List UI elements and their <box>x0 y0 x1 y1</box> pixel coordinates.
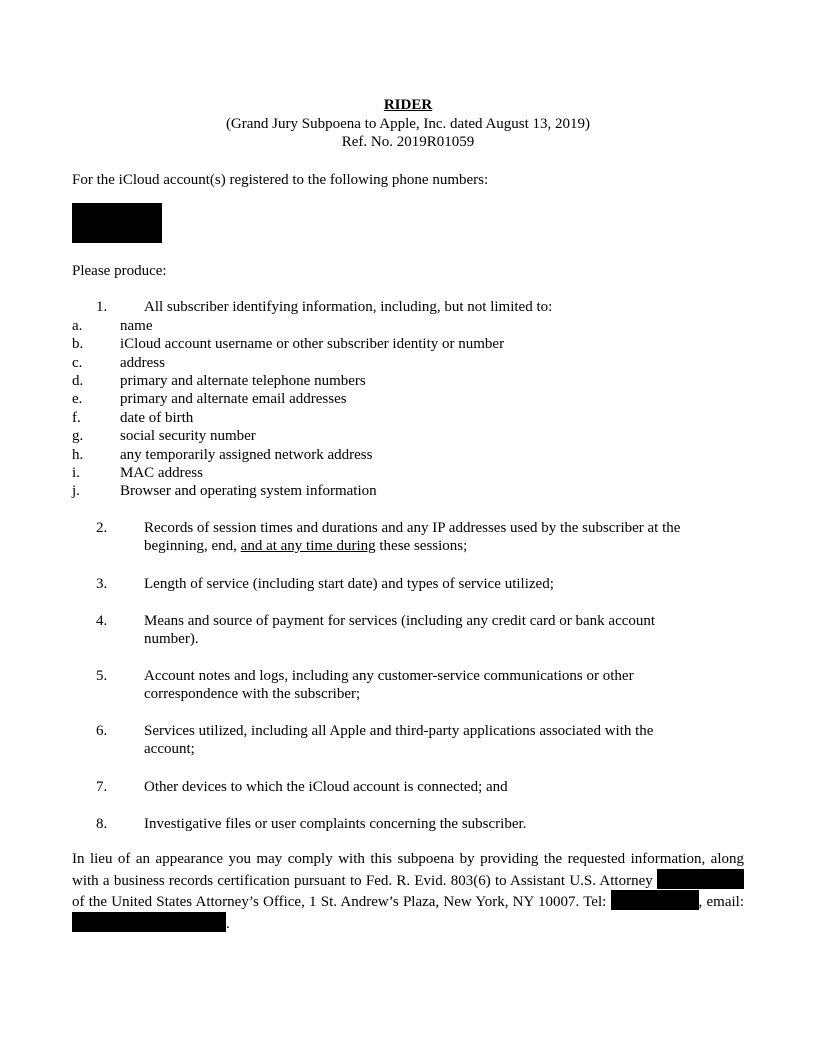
sub-item-text: name <box>120 318 153 334</box>
item-number: 2. <box>96 520 108 536</box>
item-text: Account notes and logs, including any customer-service communications or other correspondence with the subscriber; <box>144 668 634 702</box>
item-text: Other devices to which the iCloud account is connected; and <box>144 779 508 795</box>
sub-item-text: MAC address <box>120 465 203 481</box>
closing-text-4: . <box>226 915 230 932</box>
sub-item-letter: e. <box>72 391 83 407</box>
reference-number: Ref. No. 2019R01059 <box>341 134 475 150</box>
redacted-telephone <box>611 890 699 910</box>
sub-item-text: Browser and operating system information <box>120 483 377 499</box>
item-number: 3. <box>96 576 108 592</box>
item-text: Services utilized, including all Apple and third-party applications associated with the account; <box>144 723 654 757</box>
sub-item-letter: c. <box>72 355 83 371</box>
sub-item-text: address <box>120 355 165 371</box>
closing-text-1: In lieu of an appearance you may comply with this subpoena by providing the requested information, along with a business records certification pursuant to Fed. R. Evid. 803(6) to Assistant U.S. Attorney <box>72 851 744 889</box>
sub-item-letter: i. <box>72 465 80 481</box>
sub-item-letter: d. <box>72 373 84 389</box>
sub-item-text: any temporarily assigned network address <box>120 447 373 463</box>
sub-item-text: primary and alternate email addresses <box>120 391 347 407</box>
item-text: Investigative files or user complaints concerning the subscriber. <box>144 816 527 832</box>
item-number: 5. <box>96 668 108 684</box>
sub-item-letter: j. <box>72 483 80 499</box>
redacted-attorney-name <box>657 869 744 889</box>
item-text-start: Records of session times and durations and any IP addresses used by the subscriber at the beginning, end, <box>144 520 681 554</box>
sub-item-text: iCloud account username or other subscriber identity or number <box>120 336 505 352</box>
item-text-end: these sessions; <box>375 538 468 554</box>
page-subtitle: (Grand Jury Subpoena to Apple, Inc. dated August 13, 2019) <box>225 116 591 132</box>
sub-item-text: date of birth <box>120 410 194 426</box>
closing-text-2: of the United States Attorney’s Office, 1 St. Andrew’s Plaza, New York, NY 10007. Tel: <box>72 894 611 910</box>
item-number: 7. <box>96 779 108 795</box>
sub-item-letter: f. <box>72 410 81 426</box>
intro-paragraph: For the iCloud account(s) registered to the following phone numbers: <box>72 172 489 188</box>
redacted-email <box>72 912 226 932</box>
sub-item-text: primary and alternate telephone numbers <box>120 373 366 389</box>
item-number: 8. <box>96 816 108 832</box>
item-text-underlined: and at any time during <box>240 538 376 554</box>
sub-item-letter: b. <box>72 336 84 352</box>
item-number: 6. <box>96 723 108 739</box>
closing-paragraph <box>72 850 744 933</box>
item-text: All subscriber identifying information, including, but not limited to: <box>144 299 553 315</box>
produce-label: Please produce: <box>72 263 167 279</box>
item-text: Length of service (including start date) and types of service utilized; <box>144 576 554 592</box>
sub-item-letter: h. <box>72 447 84 463</box>
sub-item-text: social security number <box>120 428 256 444</box>
item-number: 4. <box>96 613 108 629</box>
item-text <box>144 519 744 555</box>
closing-text-3: , email: <box>698 894 744 910</box>
sub-item-letter: a. <box>72 318 83 334</box>
sub-item-letter: g. <box>72 428 84 444</box>
item-number: 1. <box>96 299 108 315</box>
page-title: RIDER <box>383 97 433 113</box>
redacted-phone-numbers <box>72 203 162 243</box>
item-text: Means and source of payment for services (including any credit card or bank account number). <box>144 613 656 647</box>
